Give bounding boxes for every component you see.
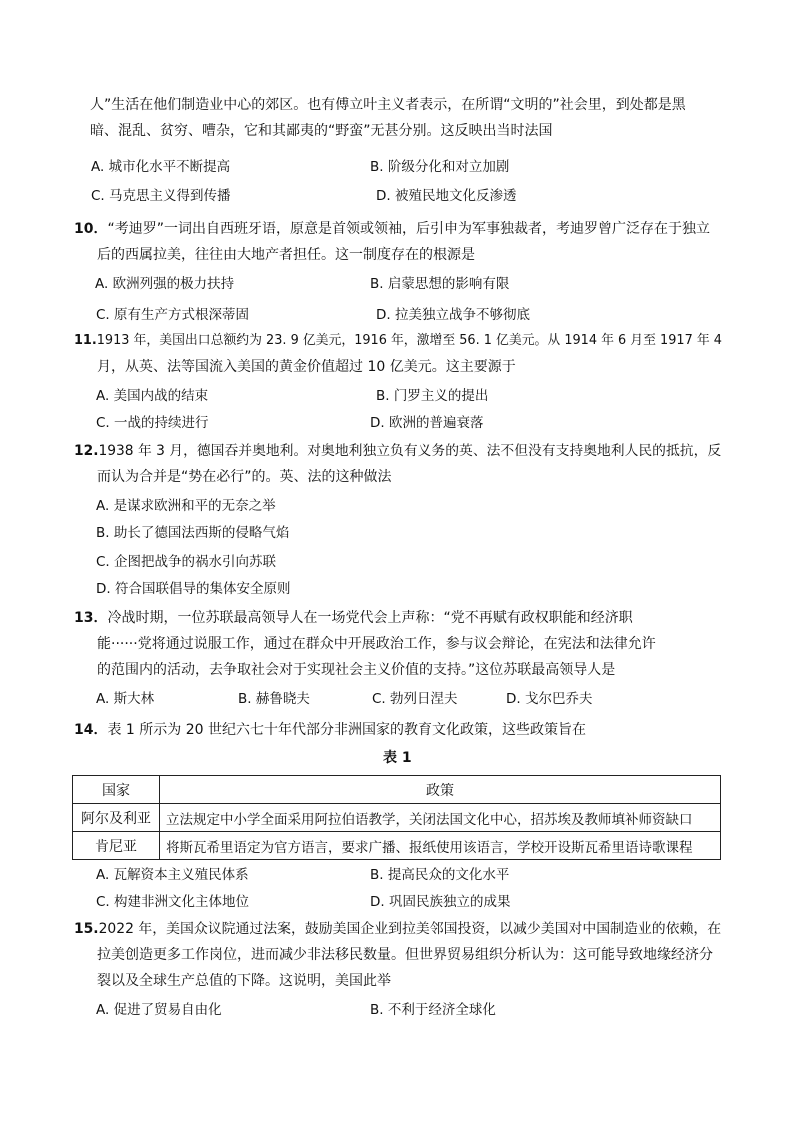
q15-line-3: 裂以及全球生产总值的下降。这说明，美国此举 [97, 973, 391, 989]
q10-option-b: B. 启蒙思想的影响有限 [370, 276, 510, 292]
q10-line-1-text: “考迪罗”一词出自西班牙语，原意是首领或领袖，后引申为军事独裁者，考迪罗曾广泛存在于独立 [107, 221, 710, 237]
q9-line-1: 人”生活在他们制造业中心的郊区。也有傅立叶主义者表示，在所谓“文明的”社会里，到处都是黑 [90, 97, 686, 113]
q11-number: 11. [74, 333, 97, 348]
q10-option-a: A. 欧洲列强的极力扶持 [95, 276, 235, 292]
q11-option-d: D. 欧洲的普遍衰落 [370, 415, 484, 431]
q13-option-a: A. 斯大林 [96, 691, 155, 707]
q15-option-b: B. 不利于经济全球化 [370, 1002, 496, 1018]
table-cell-policy: 将斯瓦希里语定为官方语言，要求广播、报纸使用该语言，学校开设斯瓦希里语诗歌课程 [160, 832, 721, 860]
q12-stem-line-1 [74, 441, 721, 461]
q14-stem-line-1 [74, 720, 586, 740]
q11-line-2: 月，从英、法等国流入美国的黄金价值超过 10 亿美元。这主要源于 [97, 359, 516, 375]
q10-option-d: D. 拉美独立战争不够彻底 [376, 307, 530, 323]
q14-line-1-text: 表 1 所示为 20 世纪六七十年代部分非洲国家的教育文化政策，这些政策旨在 [107, 722, 587, 738]
q15-number: 15. [74, 921, 99, 937]
q12-option-b: B. 助长了德国法西斯的侵略气焰 [96, 525, 290, 541]
q11-option-b: B. 门罗主义的提出 [376, 388, 489, 404]
q13-stem-line-1 [74, 608, 633, 628]
q14-option-b: B. 提高民众的文化水平 [370, 867, 510, 883]
q11-line-1-text: 1913 年，美国出口总额约为 23. 9 亿美元，1916 年，激增至 56. 1 亿美元。从 1914 年 6 月至 1917 年 4 [96, 333, 722, 348]
policy-table [72, 775, 721, 860]
q13-line-1-text: 冷战时期，一位苏联最高领导人在一场党代会上声称：“党不再赋有政权职能和经济职 [107, 610, 633, 626]
q11-stem-line-1 [74, 331, 722, 351]
q10-number: 10． [74, 221, 108, 237]
table-row [73, 804, 721, 832]
q15-line-1-text: 2022 年，美国众议院通过法案，鼓励美国企业到拉美邻国投资，以减少美国对中国制造业的依赖，在 [98, 921, 722, 937]
q9-option-d: D. 被殖民地文化反渗透 [376, 188, 517, 204]
q13-number: 13． [74, 610, 108, 626]
q13-line-3: 的范围内的活动，去争取社会对于实现社会主义价值的支持。”这位苏联最高领导人是 [97, 662, 616, 678]
table-header-policy: 政策 [160, 776, 721, 804]
q12-option-c: C. 企图把战争的祸水引向苏联 [96, 554, 277, 570]
table-header-row [73, 776, 721, 804]
q13-option-c: C. 勃列日涅夫 [372, 691, 458, 707]
q14-option-a: A. 瓦解资本主义殖民体系 [96, 867, 249, 883]
table-cell-country: 阿尔及利亚 [73, 804, 160, 832]
q9-line-2: 暗、混乱、贫穷、嘈杂，它和其鄙夷的“野蛮”无甚分别。这反映出当时法国 [90, 123, 553, 139]
table-header-country: 国家 [73, 776, 160, 804]
q15-line-2: 拉美创造更多工作岗位，进而减少非法移民数量。但世界贸易组织分析认为：这可能导致地缘经济分 [97, 947, 713, 963]
q9-option-a: A. 城市化水平不断提高 [91, 159, 231, 175]
q13-option-d: D. 戈尔巴乔夫 [506, 691, 593, 707]
q13-option-b: B. 赫鲁晓夫 [238, 691, 310, 707]
q10-line-2: 后的西属拉美，往往由大地产者担任。这一制度存在的根源是 [97, 247, 475, 263]
q14-option-c: C. 构建非洲文化主体地位 [96, 894, 250, 910]
q11-option-c: C. 一战的持续进行 [96, 415, 209, 431]
q9-option-c: C. 马克思主义得到传播 [91, 188, 231, 204]
q11-option-a: A. 美国内战的结束 [96, 388, 209, 404]
q12-line-1-text: 1938 年 3 月，德国吞并奥地利。对奥地利独立负有义务的英、法不但没有支持奥地利人民的抵抗，反 [98, 443, 722, 459]
table-caption: 表 1 [383, 750, 412, 766]
q12-option-d: D. 符合国联倡导的集体安全原则 [96, 581, 291, 597]
table-cell-country: 肯尼亚 [73, 832, 160, 860]
q12-option-a: A. 是谋求欧洲和平的无奈之举 [96, 498, 276, 514]
q10-stem-line-1 [74, 219, 710, 239]
table-row [73, 832, 721, 860]
q9-option-b: B. 阶级分化和对立加剧 [370, 159, 510, 175]
q15-stem-line-1 [74, 919, 721, 939]
q10-option-c: C. 原有生产方式根深蒂固 [96, 307, 250, 323]
q12-number: 12. [74, 443, 99, 459]
q13-line-2: 能······党将通过说服工作，通过在群众中开展政治工作，参与议会辩论，在宪法和法律允许 [97, 636, 656, 652]
table-cell-policy: 立法规定中小学全面采用阿拉伯语教学，关闭法国文化中心，招苏埃及教师填补师资缺口 [160, 804, 721, 832]
q14-number: 14． [74, 722, 108, 738]
q15-option-a: A. 促进了贸易自由化 [96, 1002, 222, 1018]
q12-line-2: 而认为合并是“势在必行”的。英、法的这种做法 [97, 469, 392, 485]
q14-option-d: D. 巩固民族独立的成果 [370, 894, 511, 910]
